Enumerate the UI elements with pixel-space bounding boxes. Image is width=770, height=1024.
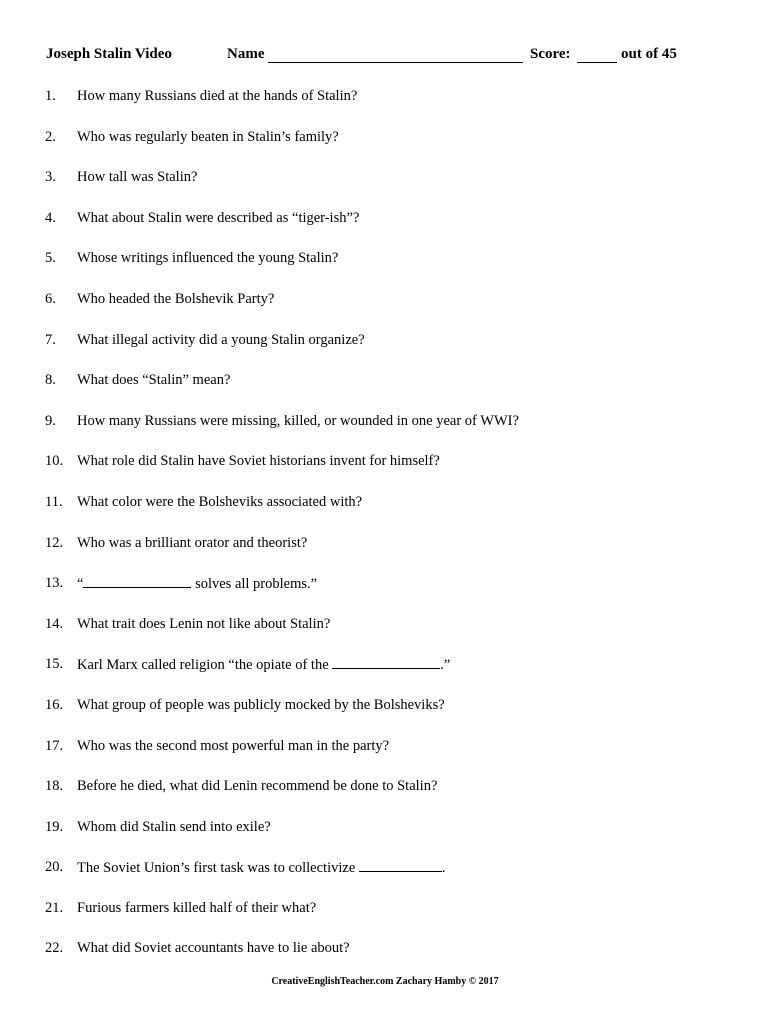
question-number: 3. — [45, 169, 56, 186]
question-item — [0, 776, 770, 817]
question-number: 14. — [45, 615, 64, 632]
question-number: 12. — [45, 534, 64, 551]
question-item — [0, 208, 770, 249]
question-text: What did Soviet accountants have to lie about? — [77, 940, 350, 957]
question-text: Who headed the Bolshevik Party? — [77, 290, 275, 307]
question-text: How many Russians were missing, killed, or wounded in one year of WWI? — [77, 412, 519, 429]
question-text: What illegal activity did a young Stalin organize? — [77, 331, 365, 348]
question-text: Who was a brilliant orator and theorist? — [77, 534, 308, 551]
question-number: 9. — [45, 412, 56, 429]
question-text: What group of people was publicly mocked by the Bolsheviks? — [77, 696, 445, 713]
question-text-before: The Soviet Union’s first task was to collectivize — [77, 860, 359, 877]
question-number: 8. — [45, 372, 56, 389]
question-text-after: . — [441, 860, 446, 877]
question-text: What trait does Lenin not like about Stalin? — [77, 615, 331, 632]
question-item — [0, 898, 770, 939]
question-number: 16. — [45, 696, 64, 713]
question-text-after: .” — [440, 657, 451, 674]
question-item — [0, 492, 770, 533]
question-item — [0, 451, 770, 492]
question-text: What does “Stalin” mean? — [77, 372, 231, 389]
question-text: Furious farmers killed half of their what? — [77, 899, 317, 916]
question-text: What role did Stalin have Soviet historians invent for himself? — [77, 453, 440, 470]
question-item — [0, 817, 770, 858]
question-item — [0, 614, 770, 655]
question-item — [0, 857, 770, 898]
question-number: 22. — [45, 940, 64, 957]
question-number: 18. — [45, 778, 64, 795]
question-list — [0, 86, 770, 979]
question-number: 17. — [45, 737, 64, 754]
question-item — [0, 938, 770, 979]
fill-in-blank[interactable] — [359, 857, 442, 872]
question-text: How many Russians died at the hands of Stalin? — [77, 88, 358, 104]
question-number: 4. — [45, 209, 56, 226]
question-item — [0, 330, 770, 371]
fill-in-blank[interactable] — [83, 573, 191, 588]
fill-in-blank[interactable] — [332, 654, 440, 669]
question-item — [0, 248, 770, 289]
question-item — [0, 86, 770, 127]
question-item — [0, 127, 770, 168]
question-text: How tall was Stalin? — [77, 169, 198, 186]
question-item — [0, 167, 770, 208]
question-text: What color were the Bolsheviks associated with? — [77, 493, 363, 510]
question-text: Whose writings influenced the young Stalin? — [77, 250, 339, 267]
question-text: Who was the second most powerful man in the party? — [77, 737, 390, 754]
question-item — [0, 736, 770, 777]
footer-credit: CreativeEnglishTeacher.com Zachary Hamby © 2017 — [271, 976, 499, 987]
score-blank-line[interactable] — [577, 62, 617, 63]
question-text: What about Stalin were described as “tiger-ish”? — [77, 209, 360, 226]
question-text — [77, 573, 317, 594]
question-number: 7. — [45, 331, 56, 348]
worksheet-title: Joseph Stalin Video — [46, 46, 172, 62]
score-total: out of 45 — [621, 46, 677, 62]
question-number: 21. — [45, 899, 64, 916]
question-number: 13. — [45, 575, 64, 592]
question-text: Whom did Stalin send into exile? — [77, 818, 271, 835]
question-item — [0, 654, 770, 695]
name-blank-line[interactable] — [268, 62, 523, 63]
question-number: 1. — [45, 88, 56, 104]
question-item — [0, 411, 770, 452]
name-label: Name — [227, 46, 265, 62]
question-number: 5. — [45, 250, 56, 267]
question-number: 11. — [45, 493, 63, 510]
question-text: Before he died, what did Lenin recommend be done to Stalin? — [77, 778, 438, 795]
question-item — [0, 533, 770, 574]
worksheet-header — [0, 46, 770, 70]
question-item — [0, 695, 770, 736]
question-number: 2. — [45, 128, 56, 145]
question-item — [0, 370, 770, 411]
question-number: 10. — [45, 453, 64, 470]
score-label: Score: — [530, 46, 571, 62]
question-text-before: Karl Marx called religion “the opiate of the — [77, 657, 333, 674]
question-number: 20. — [45, 859, 64, 876]
question-text — [77, 857, 446, 878]
question-text — [77, 654, 450, 675]
question-number: 6. — [45, 290, 56, 307]
question-item — [0, 573, 770, 614]
question-item — [0, 289, 770, 330]
question-text: Who was regularly beaten in Stalin’s family? — [77, 128, 339, 145]
question-number: 19. — [45, 818, 64, 835]
question-text-after: solves all problems.” — [191, 576, 318, 593]
question-text-before: “ — [77, 576, 84, 593]
question-number: 15. — [45, 656, 64, 673]
